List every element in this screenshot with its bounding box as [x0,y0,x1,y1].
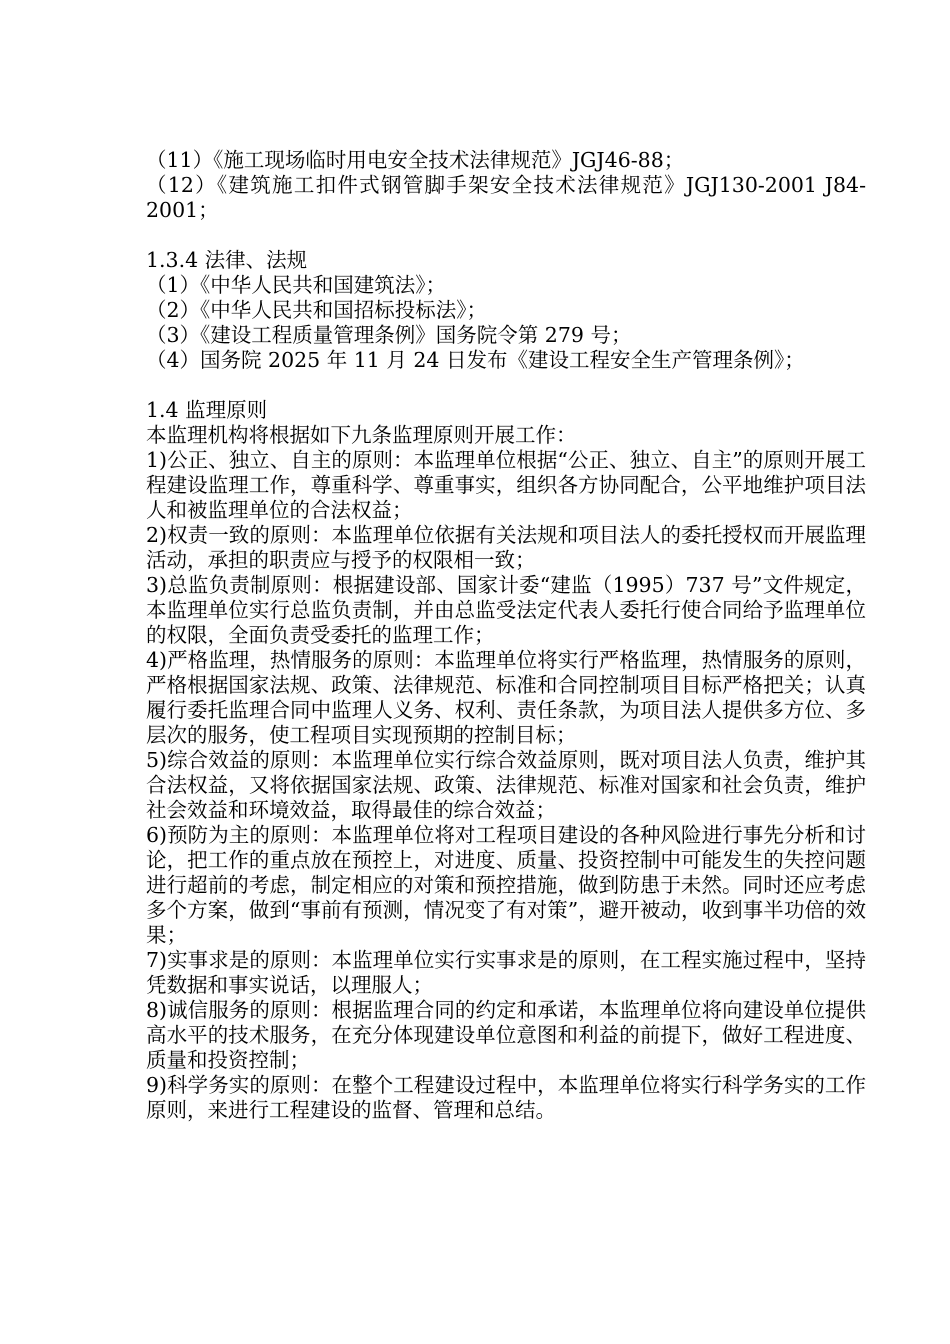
laws-section-heading: 1.3.4 法律、法规 [146,248,308,272]
principle-item-5: 5)综合效益的原则：本监理单位实行综合效益原则，既对项目法人负责，维护其合法权益，又将依据国家法规、政策、法律规范、标准对国家和社会负责，维护社会效益和环境效益，取得最佳的综合效益； [146,748,866,822]
law-item-1: （1）《中华人民共和国建筑法》； [146,273,447,297]
document-page [146,148,866,1123]
principle-item-3: 3)总监负责制原则：根据建设部、国家计委“建监（1995）737 号”文件规定，本监理单位实行总监负责制，并由总监受法定代表人委托行使合同给予监理单位的权限，全面负责受委托的监理工作； [146,573,866,647]
law-item-3: （3）《建设工程质量管理条例》国务院令第 279 号； [146,323,632,347]
principle-item-9: 9)科学务实的原则：在整个工程建设过程中，本监理单位将实行科学务实的工作原则，来进行工程建设的监督、管理和总结。 [146,1073,866,1122]
spacer [146,373,866,398]
principle-item-4: 4)严格监理，热情服务的原则：本监理单位将实行严格监理，热情服务的原则，严格根据国家法规、政策、法律规范、标准和合同控制项目目标严格把关；认真履行委托监理合同中监理人义务、权利、责任条款，为项目法人提供多方位、多层次的服务，使工程项目实现预期的控制目标； [146,648,866,747]
principle-item-6: 6)预防为主的原则：本监理单位将对工程项目建设的各种风险进行事先分析和讨论，把工作的重点放在预控上，对进度、质量、投资控制中可能发生的失控问题进行超前的考虑，制定相应的对策和预控措施，做到防患于未然。同时还应考虑多个方案，做到“事前有预测，情况变了有对策”，避开被动，收到事半功倍的效果； [146,823,866,947]
principles-intro: 本监理机构将根据如下九条监理原则开展工作： [146,423,577,447]
spacer [146,223,866,248]
standard-item-12: （12）《建筑施工扣件式钢管脚手架安全技术法律规范》JGJ130-2001 J84-2001； [146,173,866,222]
law-item-2: （2）《中华人民共和国招标投标法》； [146,298,488,322]
principles-section-heading: 1.4 监理原则 [146,398,268,422]
law-item-4: （4）国务院 2025 年 11 月 24 日发布《建设工程安全生产管理条例》； [146,348,805,372]
standard-item-11: （11）《施工现场临时用电安全技术法律规范》JGJ46-88； [146,148,685,172]
principle-item-2: 2)权责一致的原则：本监理单位依据有关法规和项目法人的委托授权而开展监理活动，承担的职责应与授予的权限相一致； [146,523,866,572]
principle-item-7: 7)实事求是的原则：本监理单位实行实事求是的原则，在工程实施过程中，坚持凭数据和事实说话，以理服人； [146,948,866,997]
principle-item-1: 1)公正、独立、自主的原则：本监理单位根据“公正、独立、自主”的原则开展工程建设监理工作，尊重科学、尊重事实，组织各方协同配合，公平地维护项目法人和被监理单位的合法权益； [146,448,866,522]
principle-item-8: 8)诚信服务的原则：根据监理合同的约定和承诺，本监理单位将向建设单位提供高水平的技术服务，在充分体现建设单位意图和利益的前提下，做好工程进度、质量和投资控制； [146,998,866,1072]
